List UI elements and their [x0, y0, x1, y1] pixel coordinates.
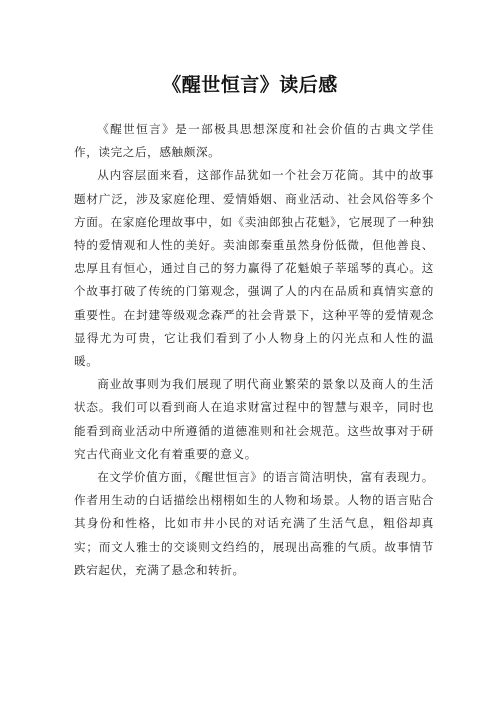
paragraph: 从内容层面来看，这部作品犹如一个社会万花筒。其中的故事题材广泛，涉及家庭伦理、爱情婚姻、商业活动、社会风俗等多个方面。在家庭伦理故事中，如《卖油郎独占花魁》，它展现了一种独特的爱情观和人性的美好。卖油郎秦重虽然身份低微，但他善良、忠厚且有恒心，通过自己的努力赢得了花魁娘子莘瑶琴的真心。这个故事打破了传统的门第观念，强调了人的内在品质和真情实意的重要性。在封建等级观念森严的社会背景下，这种平等的爱情观念显得尤为可贵，它让我们看到了小人物身上的闪光点和人性的温暖。 [74, 168, 435, 369]
document-body [74, 118, 434, 582]
paragraph: 在文学价值方面，《醒世恒言》的语言简洁明快，富有表现力。作者用生动的白话描绘出栩栩如生的人物和场景。人物的语言贴合其身份和性格，比如市井小民的对话充满了生活气息，粗俗却真实；而文人雅士的交谈则文绉绉的，展现出高雅的气质。故事情节跌宕起伏，充满了悬念和转折。 [74, 470, 434, 577]
paragraph: 《醒世恒言》是一部极具思想深度和社会价值的古典文学佳作，读完之后，感触颇深。 [74, 122, 434, 160]
paragraph: 商业故事则为我们展现了明代商业繁荣的景象以及商人的生活状态。我们可以看到商人在追求财富过程中的智慧与艰辛，同时也能看到商业活动中所遵循的道德准则和社会规范。这些故事对于研究古代商业文化有着重要的意义。 [74, 377, 434, 461]
document-title: 《醒世恒言》读后感 [162, 74, 338, 96]
